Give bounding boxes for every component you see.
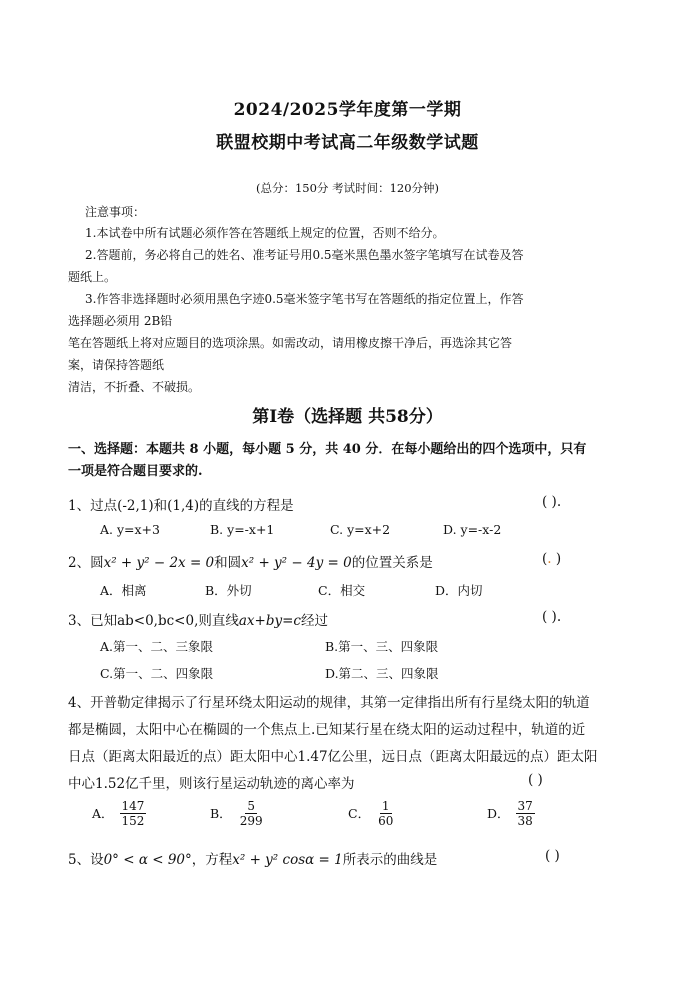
denominator: 299 (239, 814, 263, 828)
option-c: C．相交 (318, 583, 366, 598)
bracket-dot: . (547, 551, 552, 567)
answer-bracket: ( ). (542, 494, 562, 510)
stem-text: 3、已知ab<0,bc<0,则直线 (68, 613, 239, 629)
note-line: 2.答题前，务必将自己的姓名、准考证号用0.5毫米黑色墨水签字笔填写在试卷及答 (85, 248, 524, 262)
equation: x² + y² cosα = 1 (232, 852, 343, 868)
fraction (120, 799, 147, 828)
stem-text: 经过 (301, 613, 328, 629)
option-c (348, 799, 395, 828)
note-line: 题纸上。 (68, 270, 117, 284)
stem-text: 2、圆 (68, 555, 104, 571)
question-4-line: 4、开普勒定律揭示了行星环绕太阳运动的规律，其第一定律指出所有行星绕太阳的轨道 (68, 695, 590, 711)
equation: x² + y² − 2x = 0 (103, 555, 215, 571)
option-b (210, 799, 265, 828)
note-line: 笔在答题纸上将对应题目的选项涂黑。如需改动，请用橡皮擦干净后，再选涂其它答 (68, 336, 513, 350)
intro-line2: 一项是符合题目要求的. (68, 464, 203, 479)
denominator: 152 (121, 814, 145, 828)
fraction (516, 799, 535, 828)
option-b: B.第一、三、四象限 (325, 639, 439, 654)
option-label: B． (210, 806, 232, 821)
option-a: A.第一、二、三象限 (100, 639, 214, 654)
note-line: 3.作答非选择题时必须用黑色字迹0.5毫米签字笔书写在答题纸的指定位置上，作答 (85, 292, 524, 306)
option-c: C.第一、二、四象限 (100, 666, 214, 681)
answer-bracket: ( ). (542, 609, 562, 625)
option-label: A． (92, 806, 114, 821)
numerator: 1 (381, 799, 390, 813)
option-b: B．外切 (205, 583, 252, 598)
note-line: 1.本试卷中所有试题必须作答在答题纸上规定的位置，否则不给分。 (85, 226, 445, 240)
question-1-stem: 1、过点(-2,1)和(1,4)的直线的方程是 (68, 498, 294, 514)
bracket-close: ) (551, 551, 562, 567)
notes-heading: 注意事项： (85, 205, 146, 219)
intro-line1: 一、选择题：本题共 8 小题，每小题 5 分，共 40 分．在每小题给出的四个选项中，只有 (68, 442, 587, 457)
exam-title-line1: 2024/2025学年度第一学期 (233, 100, 462, 120)
answer-bracket: ( ) (528, 772, 543, 788)
option-label: D． (487, 806, 510, 821)
question-4-line: 中心1.52亿千里，则该行星运动轨迹的离心率为 (68, 776, 355, 792)
note-line: 案，请保持答题纸 (68, 358, 165, 372)
note-line: 清洁，不折叠、不破损。 (68, 380, 201, 394)
question-5-stem (68, 848, 437, 868)
fraction (238, 799, 265, 828)
exam-title-line2: 联盟校期中考试高二年级数学试题 (216, 133, 479, 153)
bracket-open: ( (542, 551, 548, 567)
question-4-line: 都是椭圆，太阳中心在椭圆的一个焦点上.已知某行星在绕太阳的运动过程中，轨道的近 (68, 722, 586, 738)
stem-text: 5、设 (68, 852, 104, 868)
option-d (487, 799, 535, 828)
stem-text: 和圆 (214, 555, 242, 571)
option-label: C． (348, 806, 371, 821)
equation: x² + y² − 4y = 0 (241, 555, 352, 571)
condition: 0° < α < 90° (103, 852, 192, 868)
question-4-line: 日点（距离太阳最近的点）距太阳中心1.47亿公里，远日点（距离太阳最远的点）距太阳 (68, 749, 598, 765)
option-c: C. y=x+2 (330, 522, 391, 537)
option-d: D. y=-x-2 (443, 522, 502, 537)
question-2-stem (68, 551, 433, 571)
equation: ax+by=c (238, 613, 301, 629)
section-title: 第Ⅰ卷（选择题 共58分） (252, 407, 443, 427)
stem-text: 所表示的曲线是 (342, 852, 438, 868)
answer-bracket (542, 551, 561, 567)
exam-meta: (总分：150分 考试时间：120分钟) (255, 181, 440, 195)
fraction (376, 799, 395, 828)
note-line: 选择题必须用 2B铅 (68, 314, 173, 328)
answer-bracket: ( ) (545, 848, 560, 864)
numerator: 147 (121, 799, 145, 813)
numerator: 37 (517, 799, 533, 813)
stem-text: ，方程 (191, 852, 233, 868)
option-a: A．相离 (100, 583, 147, 598)
option-d: D．内切 (435, 583, 483, 598)
denominator: 60 (378, 814, 394, 828)
stem-text: 的位置关系是 (351, 555, 433, 571)
option-d: D.第二、三、四象限 (325, 666, 439, 681)
numerator: 5 (247, 799, 255, 813)
option-a: A. y=x+3 (100, 522, 160, 537)
denominator: 38 (517, 814, 533, 828)
option-a (92, 799, 146, 828)
option-b: B. y=-x+1 (210, 522, 275, 537)
question-3-stem (68, 609, 328, 629)
